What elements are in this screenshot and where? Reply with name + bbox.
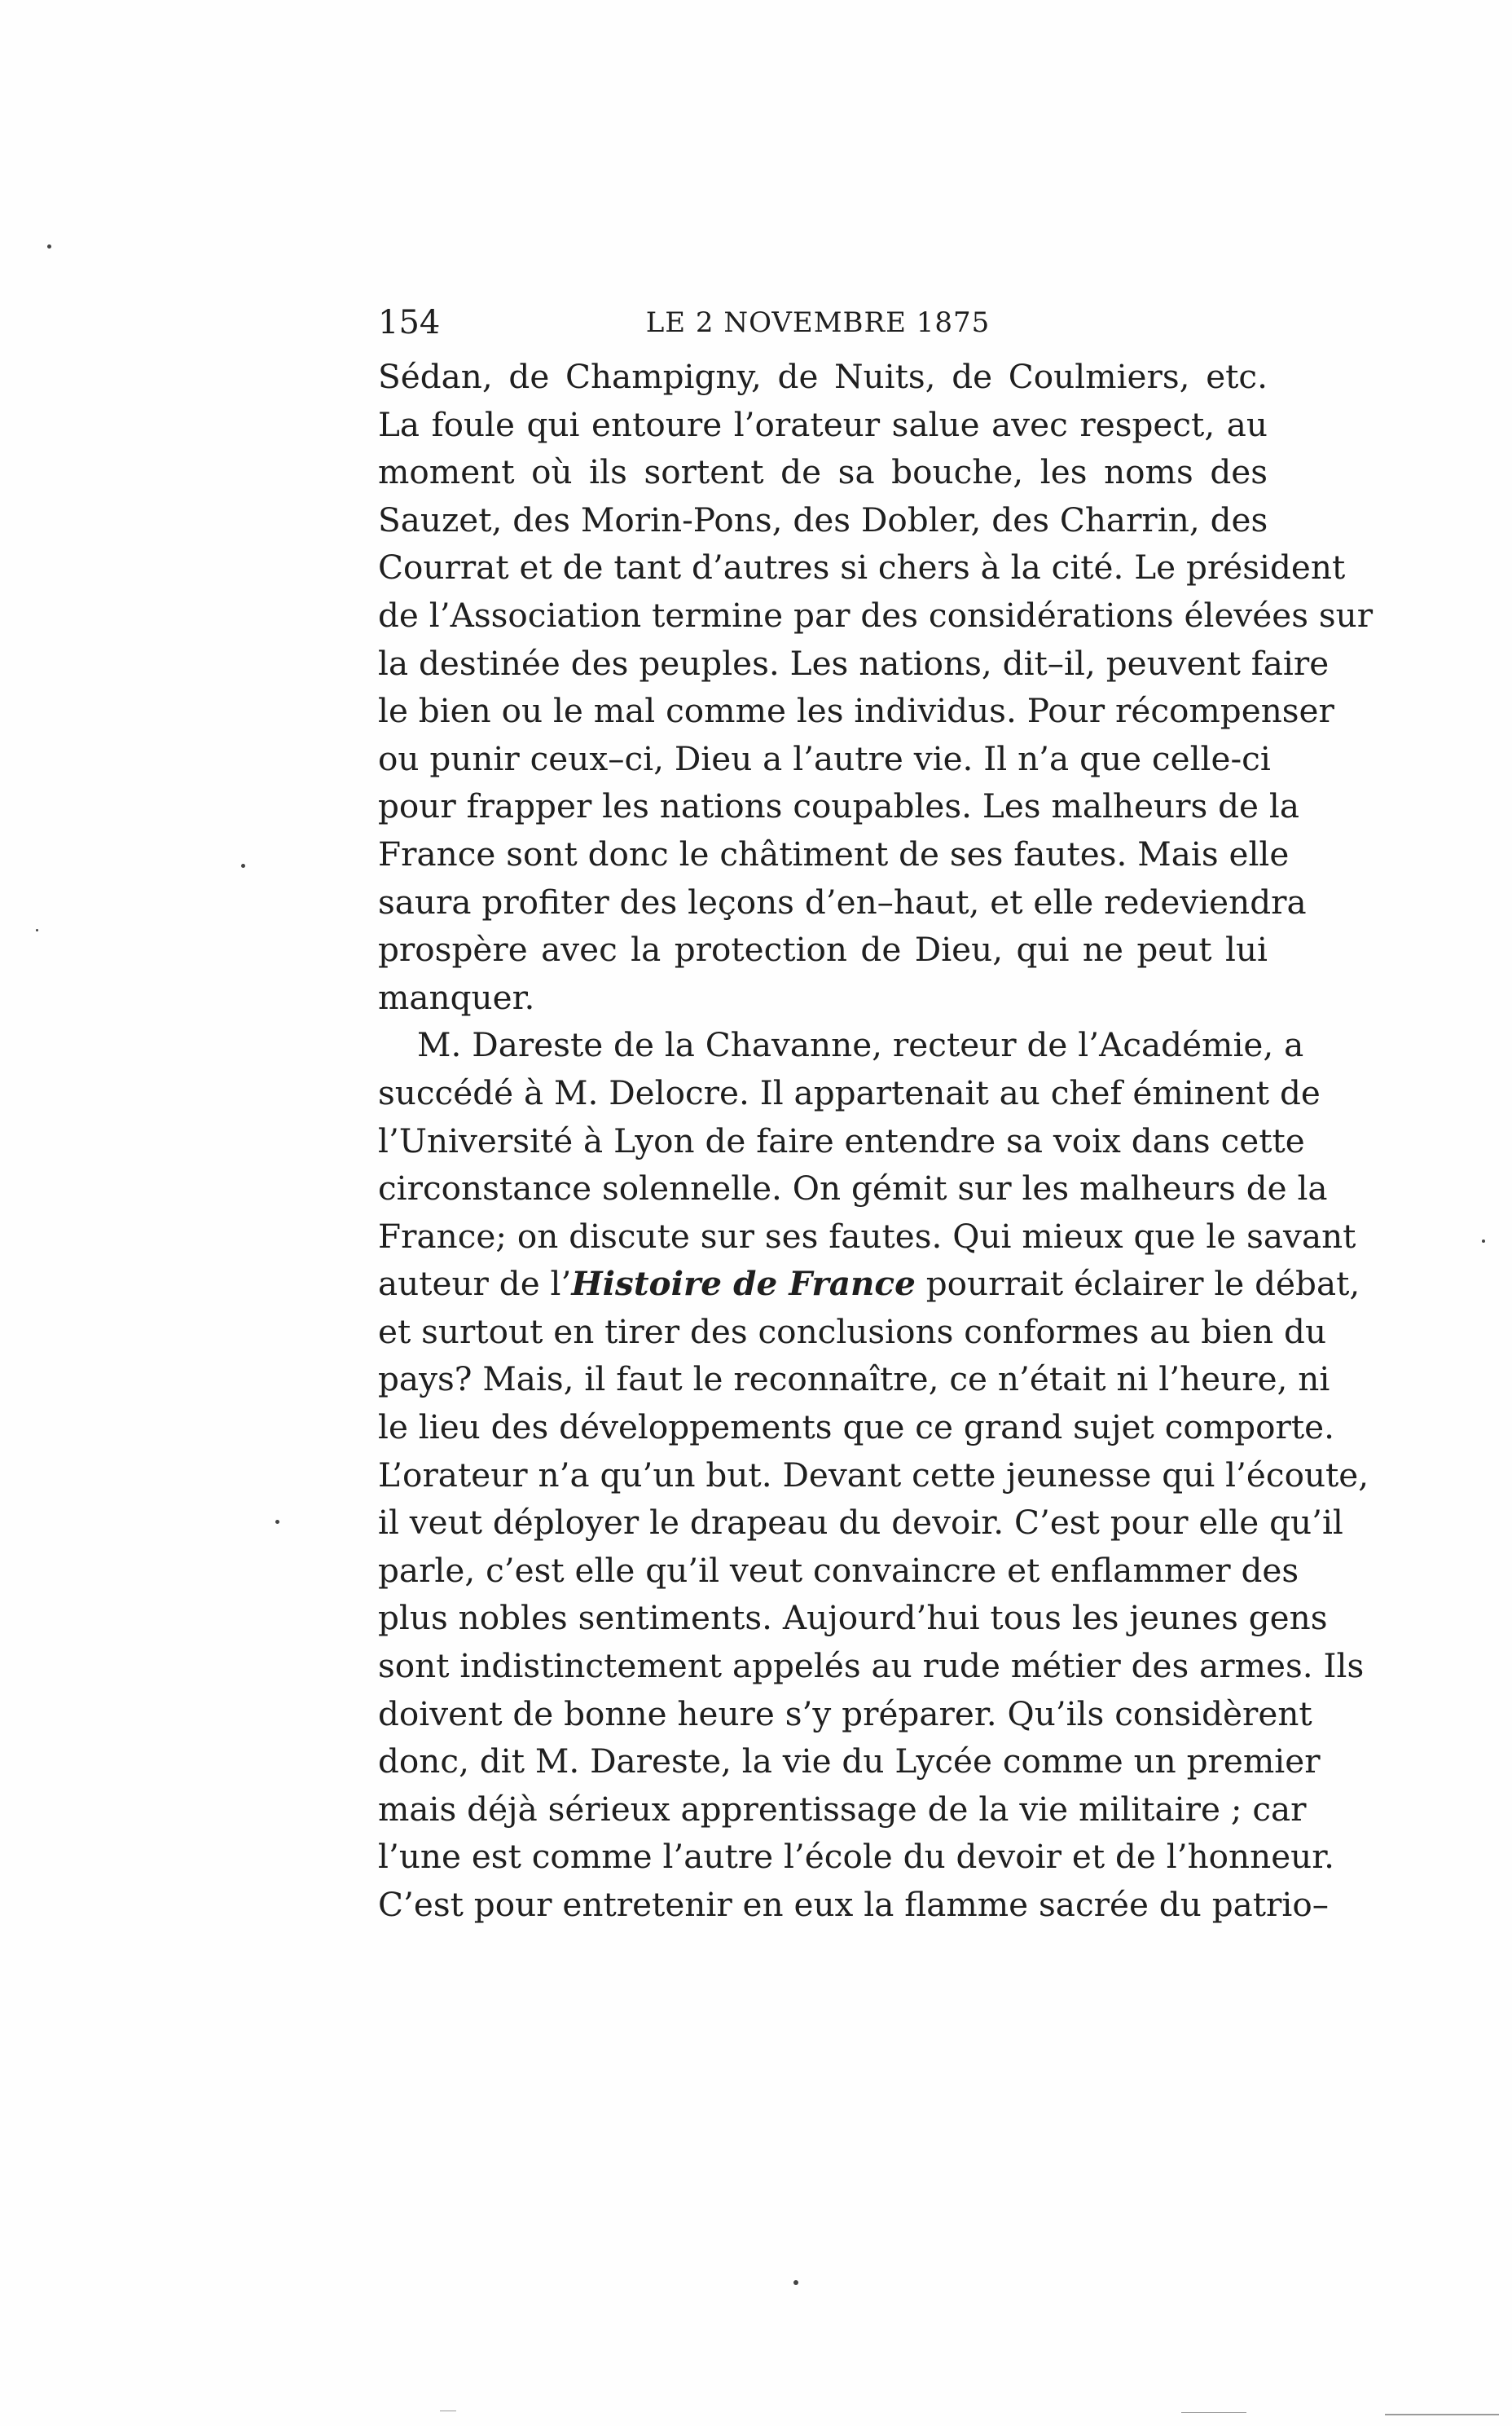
scan-speck xyxy=(1482,1239,1485,1243)
line-suffix: pourrait éclairer le débat, xyxy=(915,1264,1360,1304)
text-line: moment où ils sortent de sa bouche, les noms des xyxy=(378,452,1268,492)
scan-speck xyxy=(47,244,51,249)
text-line: pour frapper les nations coupables. Les malheurs de la xyxy=(378,786,1299,826)
text-line: manquer. xyxy=(378,977,535,1017)
text-line: donc, dit M. Dareste, la vie du Lycée comme un premier xyxy=(378,1741,1321,1781)
text-line: L’orateur n’a qu’un but. Devant cette jeunesse qui l’écoute, xyxy=(378,1455,1369,1495)
text-line: succédé à M. Delocre. Il appartenait au chef éminent de xyxy=(378,1072,1321,1112)
scan-speck xyxy=(241,864,245,868)
text-line: Courrat et de tant d’autres si chers à la cité. Le président xyxy=(378,548,1346,588)
book-title: Histoire de France xyxy=(571,1264,916,1304)
text-line: M. Dareste de la Chavanne, recteur de l’Académie, a xyxy=(417,1025,1304,1065)
text-line: ou punir ceux–ci, Dieu a l’autre vie. Il n’a que celle-ci xyxy=(378,738,1271,778)
line-prefix: auteur de l’ xyxy=(378,1264,572,1304)
text-line: France sont donc le châtiment de ses fautes. Mais elle xyxy=(378,834,1290,874)
text-line: Sauzet, des Morin-Pons, des Dobler, des Charrin, des xyxy=(378,500,1268,539)
scan-edge-line xyxy=(1181,2412,1246,2413)
text-line: la destinée des peuples. Les nations, dit–il, peuvent faire xyxy=(378,643,1330,683)
scan-speck xyxy=(36,929,38,931)
paragraph-1 xyxy=(378,353,1374,1021)
text-line: et surtout en tirer des conclusions conformes au bien du xyxy=(378,1311,1327,1351)
text-line: l’une est comme l’autre l’école du devoir et de l’honneur. xyxy=(378,1837,1335,1877)
text-line: circonstance solennelle. On gémit sur les malheurs de la xyxy=(378,1169,1328,1209)
text-line: saura profiter des leçons d’en–haut, et elle redeviendra xyxy=(378,882,1307,922)
body-text xyxy=(378,353,1374,1929)
text-line: sont indistinctement appelés au rude métier des armes. Ils xyxy=(378,1646,1365,1686)
scan-edge-line xyxy=(1385,2414,1499,2415)
text-line: mais déjà sérieux apprentissage de la vie militaire ; car xyxy=(378,1789,1307,1829)
text-line: C’est pour entretenir en eux la flamme sacrée du patrio– xyxy=(378,1885,1329,1924)
page-header xyxy=(378,302,1258,350)
text-line: de l’Association termine par des considérations élevées sur xyxy=(378,595,1374,635)
text-line: le bien ou le mal comme les individus. Pour récompenser xyxy=(378,691,1334,731)
text-line: le lieu des développements que ce grand sujet comporte. xyxy=(378,1407,1334,1447)
scan-speck xyxy=(793,2280,798,2285)
text-line: prospère avec la protection de Dieu, qui ne peut lui xyxy=(378,930,1268,970)
text-line: doivent de bonne heure s’y préparer. Qu’ils considèrent xyxy=(378,1693,1312,1733)
text-line: pays? Mais, il faut le reconnaître, ce n’était ni l’heure, ni xyxy=(378,1359,1330,1399)
paragraph-2 xyxy=(378,1021,1369,1928)
page-number: 154 xyxy=(378,304,441,341)
text-line: parle, c’est elle qu’il veut convaincre et enflammer des xyxy=(378,1550,1299,1590)
text-line-with-title xyxy=(378,1260,1360,1308)
text-line: France; on discute sur ses fautes. Qui mieux que le savant xyxy=(378,1216,1356,1256)
running-title: LE 2 NOVEMBRE 1875 xyxy=(645,306,991,339)
text-line: Sédan, de Champigny, de Nuits, de Coulmiers, etc. xyxy=(378,357,1268,396)
text-line: La foule qui entoure l’orateur salue avec respect, au xyxy=(378,404,1268,444)
scan-speck xyxy=(275,1520,279,1524)
text-line: il veut déployer le drapeau du devoir. C’est pour elle qu’il xyxy=(378,1503,1343,1543)
text-line: l’Université à Lyon de faire entendre sa voix dans cette xyxy=(378,1121,1305,1160)
text-line: plus nobles sentiments. Aujourd’hui tous les jeunes gens xyxy=(378,1598,1328,1638)
